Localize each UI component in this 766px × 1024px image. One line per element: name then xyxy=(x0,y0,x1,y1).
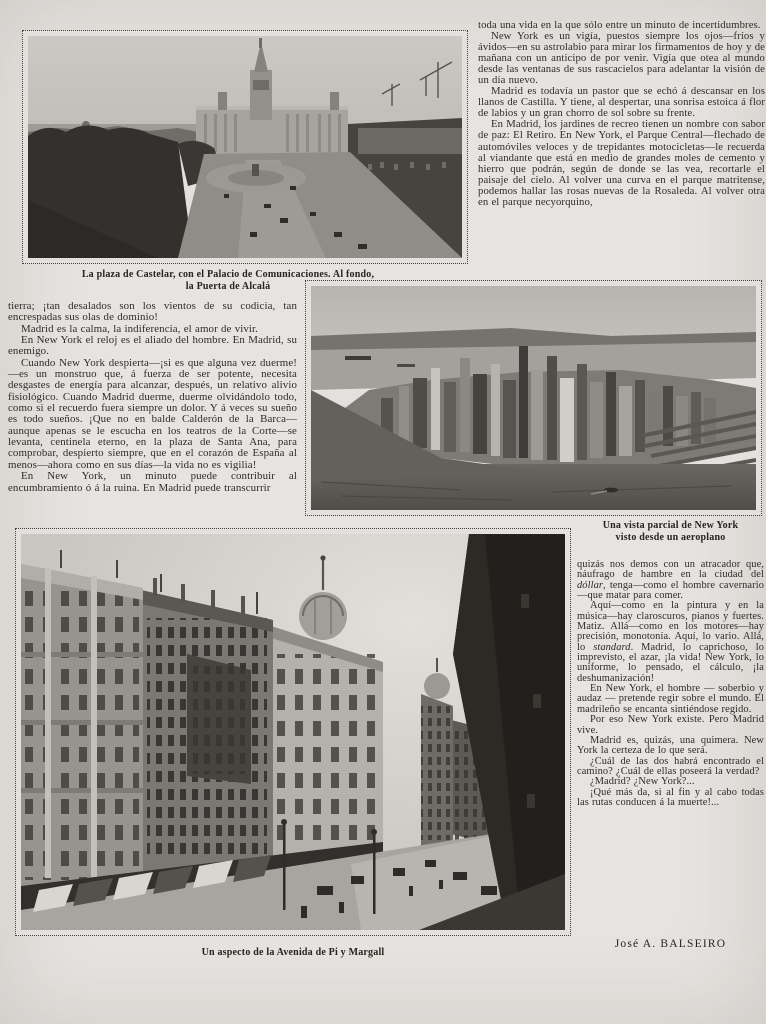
new-york-caption xyxy=(577,520,764,543)
new-york-photo-frame xyxy=(305,280,762,516)
paragraph: Cuando New York despierta—¡si es que alguna vez duerme!—es un monstruo que, á fuerza de ser potente, necesita desgastes de energía para alcanzar, después, un relativo alivio fisiológico. Cuando Madrid duerme, duerme olvidándolo todo, como si el recuerdo fuera siempre un dolor. Y á veces su sueño es todo sueños. ¡Que no en balde Calderón de la Barca—aunque apenas se le escucha en los teatros de la Corte—se levanta, centinela eterno, en la plaza de Santa Ana, para comprobar, despierto siempre, que en el corazón de España al menos—ahora como en sus días—la vida no es vigilia! xyxy=(8,356,297,471)
column-top-right xyxy=(478,20,765,208)
paragraph: En New York, un minuto puede contribuir al encumbramiento ó á la ruina. En Madrid puede transcurrir xyxy=(8,470,297,494)
gran-via-caption xyxy=(15,947,571,959)
paragraph: Aquí—como en la pintura y en la música—hay claroscuros, pianos y fuertes. Matiz. Allá—como en los motores—hay precisión, monotonía. Aquí, lo vario. Allá, lo standard. Madrid, lo caprichoso, lo imprevisto, el azar, ¡la vida! New York, lo uniforme, lo pensado, el cálculo, ¡la deshumanización! xyxy=(577,600,764,684)
gran-via-photo-frame xyxy=(15,528,571,936)
paragraph: En Madrid, los jardines de recreo tienen un nombre con sabor de paz: El Retiro. En New York, el Parque Central—flechado de automóviles veloces y de trepidantes motocicletas—le recuerda al viandante que está en medio de grandes moles de cemento y hierro que podrán, según de donde se las vea, recortarle el paisaje del cielo. Al volver una curva en el parque matritense, podemos hallar las rosas nuevas de la Rosaleda. Al volver otra en el parque necyorquino, xyxy=(478,118,765,208)
column-bottom-right xyxy=(577,560,764,808)
paragraph: En New York el reloj es el aliado del hombre. En Madrid, su enemigo. xyxy=(8,334,297,358)
paragraph: tierra; ¡tan desalados son los vientos de su codicia, tan encrespadas sus olas de dominio! xyxy=(8,300,297,324)
madrid-plaza-photo xyxy=(28,36,462,258)
madrid-plaza-photo-frame xyxy=(22,30,468,264)
paragraph: New York es un vigía, puestos siempre los ojos—fríos y ávidos—en su astrolabio para mirar los firmamentos de hoy y de mañana con un anticipo de por venir. Vigía que otea al mundo desde las ventanas de sus rascacielos para adelantar la visión de un día nuevo. xyxy=(478,30,765,87)
paragraph: Madrid es la calma, la indiferencia, el amor de vivir. xyxy=(21,322,259,335)
new-york-caption-line1: Una vista parcial de New York xyxy=(602,520,739,531)
madrid-caption-line2: la Puerta de Alcalá xyxy=(185,280,271,292)
paragraph: ¿Cuál de las dos habrá encontrado el camino? ¿Cuál de ellas poseerá la verdad? xyxy=(577,755,764,777)
paragraph: ¿Madrid? ¿New York?... xyxy=(590,776,695,788)
author-byline: José A. BALSEIRO xyxy=(614,938,727,950)
madrid-caption-line1: La plaza de Castelar, con el Palacio de Comunicaciones. Al fondo, xyxy=(81,269,375,280)
paragraph: Madrid es, quizás, una quimera. New York la certeza de lo que será. xyxy=(577,734,764,757)
paragraph: Por eso New York existe. Pero Madrid vive. xyxy=(577,714,764,736)
column-mid-left xyxy=(8,301,297,494)
paragraph: Madrid es todavía un pastor que se echó á descansar en los llanos de Castilla. Y tiene, al despertar, una sonrisa estoica á flor de labios y un gran chorro de sol sobre su frente. xyxy=(478,85,765,120)
gran-via-caption-line: Un aspecto de la Avenida de Pi y Margall xyxy=(201,947,385,958)
gran-via-photo xyxy=(21,534,565,930)
paragraph: En New York, el hombre — soberbio y audaz — pretende regir sobre el mundo. El madrileño se encanta sintiéndose regido. xyxy=(577,683,764,715)
paragraph: toda una vida en la que sólo entre un minuto de incertidumbres. xyxy=(478,19,761,31)
new-york-aerial-photo xyxy=(311,286,756,510)
paragraph: quizás nos demos con un atracador que, náufrago de hambre en la ciudad del dóllar, tenga—como el hombre cavernario—que matar para comer. xyxy=(577,559,764,602)
paragraph: ¡Qué más da, si al fin y al cabo todas las rutas conducen á la muerte!... xyxy=(577,786,764,808)
new-york-caption-line2: visto desde un aeroplano xyxy=(615,531,726,543)
